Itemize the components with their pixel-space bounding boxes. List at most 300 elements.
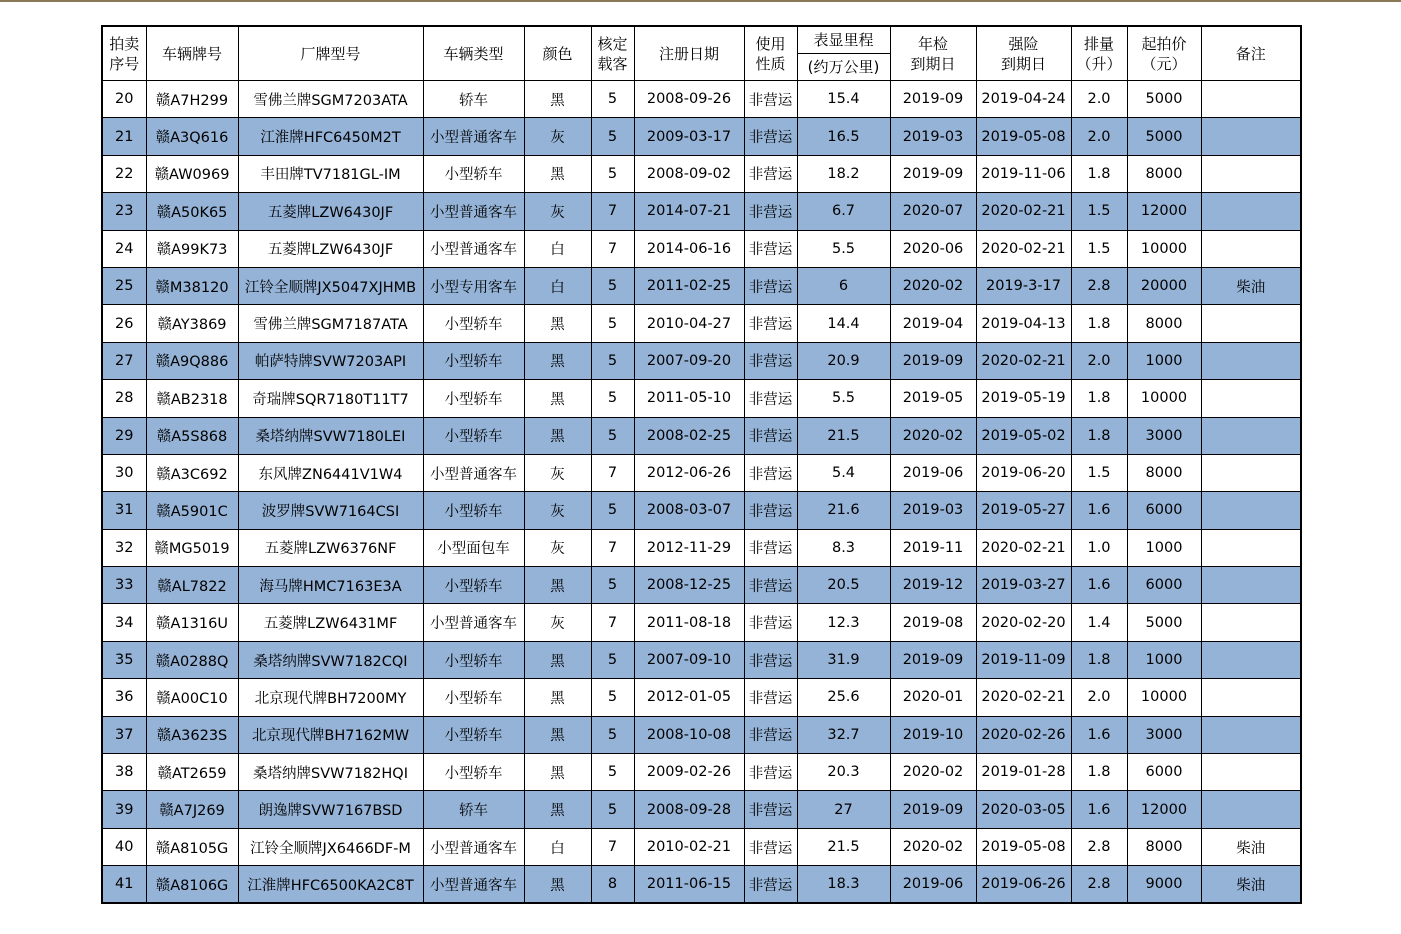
cell-mileage: 20.5 xyxy=(797,567,890,604)
cell-color: 黑 xyxy=(524,567,591,604)
cell-reg-date: 2011-08-18 xyxy=(634,604,744,641)
cell-mileage: 12.3 xyxy=(797,604,890,641)
cell-seq: 24 xyxy=(102,230,146,267)
header-remark: 备注 xyxy=(1201,26,1301,81)
cell-usage: 非营运 xyxy=(744,828,797,865)
cell-start-price: 12000 xyxy=(1127,791,1201,828)
header-reg-date: 注册日期 xyxy=(634,26,744,81)
cell-seats: 5 xyxy=(591,342,634,379)
cell-seats: 7 xyxy=(591,529,634,566)
cell-seq: 34 xyxy=(102,604,146,641)
cell-usage: 非营运 xyxy=(744,118,797,155)
cell-displacement: 1.8 xyxy=(1071,641,1127,678)
cell-mileage: 21.5 xyxy=(797,417,890,454)
cell-usage: 非营运 xyxy=(744,492,797,529)
cell-reg-date: 2008-03-07 xyxy=(634,492,744,529)
cell-inspect: 2020-02 xyxy=(890,417,976,454)
cell-model: 五菱牌LZW6430JF xyxy=(238,230,423,267)
cell-type: 小型普通客车 xyxy=(423,230,524,267)
cell-plate: 赣A50K65 xyxy=(146,193,238,230)
cell-mileage: 25.6 xyxy=(797,679,890,716)
cell-usage: 非营运 xyxy=(744,267,797,304)
cell-usage: 非营运 xyxy=(744,604,797,641)
cell-seats: 7 xyxy=(591,230,634,267)
cell-start-price: 8000 xyxy=(1127,454,1201,491)
cell-model: 江铃全顺牌JX6466DF-M xyxy=(238,828,423,865)
table-row xyxy=(102,567,1301,604)
cell-inspect: 2019-08 xyxy=(890,604,976,641)
cell-color: 白 xyxy=(524,828,591,865)
cell-model: 五菱牌LZW6431MF xyxy=(238,604,423,641)
cell-displacement: 1.6 xyxy=(1071,791,1127,828)
cell-inspect: 2019-09 xyxy=(890,641,976,678)
cell-remark xyxy=(1201,716,1301,753)
cell-plate: 赣A00C10 xyxy=(146,679,238,716)
cell-plate: 赣A1316U xyxy=(146,604,238,641)
cell-inspect: 2019-09 xyxy=(890,81,976,118)
cell-seats: 7 xyxy=(591,454,634,491)
cell-insure: 2020-02-21 xyxy=(976,529,1071,566)
cell-remark xyxy=(1201,380,1301,417)
cell-start-price: 6000 xyxy=(1127,754,1201,791)
cell-displacement: 1.5 xyxy=(1071,454,1127,491)
cell-color: 黑 xyxy=(524,754,591,791)
cell-start-price: 5000 xyxy=(1127,604,1201,641)
cell-type: 小型普通客车 xyxy=(423,193,524,230)
cell-usage: 非营运 xyxy=(744,454,797,491)
cell-type: 小型轿车 xyxy=(423,305,524,342)
cell-start-price: 3000 xyxy=(1127,417,1201,454)
table-row xyxy=(102,866,1301,903)
cell-start-price: 10000 xyxy=(1127,679,1201,716)
cell-model: 雪佛兰牌SGM7203ATA xyxy=(238,81,423,118)
cell-seats: 8 xyxy=(591,866,634,903)
cell-model: 海马牌HMC7163E3A xyxy=(238,567,423,604)
cell-mileage: 16.5 xyxy=(797,118,890,155)
cell-start-price: 20000 xyxy=(1127,267,1201,304)
cell-type: 小型轿车 xyxy=(423,155,524,192)
vehicle-auction-table xyxy=(101,25,1302,904)
cell-plate: 赣A5S868 xyxy=(146,417,238,454)
header-mileage-unit: (约万公里) xyxy=(797,54,890,81)
cell-inspect: 2019-03 xyxy=(890,492,976,529)
cell-insure: 2019-05-08 xyxy=(976,118,1071,155)
cell-remark: 柴油 xyxy=(1201,267,1301,304)
cell-start-price: 10000 xyxy=(1127,230,1201,267)
cell-usage: 非营运 xyxy=(744,641,797,678)
header-displacement: 排量 （升） xyxy=(1071,26,1127,81)
cell-displacement: 2.0 xyxy=(1071,342,1127,379)
cell-type: 小型面包车 xyxy=(423,529,524,566)
cell-type: 小型轿车 xyxy=(423,679,524,716)
cell-type: 小型轿车 xyxy=(423,417,524,454)
cell-reg-date: 2007-09-20 xyxy=(634,342,744,379)
cell-plate: 赣A7J269 xyxy=(146,791,238,828)
cell-color: 灰 xyxy=(524,529,591,566)
cell-model: 江淮牌HFC6450M2T xyxy=(238,118,423,155)
table-row xyxy=(102,305,1301,342)
cell-color: 黑 xyxy=(524,417,591,454)
cell-plate: 赣AT2659 xyxy=(146,754,238,791)
cell-remark xyxy=(1201,604,1301,641)
cell-seq: 20 xyxy=(102,81,146,118)
cell-reg-date: 2008-09-26 xyxy=(634,81,744,118)
header-insure: 强险 到期日 xyxy=(976,26,1071,81)
header-inspect: 年检 到期日 xyxy=(890,26,976,81)
cell-inspect: 2019-10 xyxy=(890,716,976,753)
cell-displacement: 1.8 xyxy=(1071,417,1127,454)
cell-insure: 2020-02-21 xyxy=(976,679,1071,716)
cell-displacement: 1.4 xyxy=(1071,604,1127,641)
cell-usage: 非营运 xyxy=(744,193,797,230)
cell-displacement: 2.8 xyxy=(1071,866,1127,903)
cell-usage: 非营运 xyxy=(744,81,797,118)
cell-seats: 5 xyxy=(591,380,634,417)
table-row xyxy=(102,529,1301,566)
table-row xyxy=(102,193,1301,230)
cell-seats: 5 xyxy=(591,679,634,716)
cell-usage: 非营运 xyxy=(744,305,797,342)
cell-plate: 赣A7H299 xyxy=(146,81,238,118)
cell-usage: 非营运 xyxy=(744,754,797,791)
cell-start-price: 1000 xyxy=(1127,342,1201,379)
cell-type: 小型普通客车 xyxy=(423,866,524,903)
cell-insure: 2019-03-27 xyxy=(976,567,1071,604)
cell-color: 白 xyxy=(524,230,591,267)
cell-seq: 37 xyxy=(102,716,146,753)
cell-inspect: 2020-06 xyxy=(890,230,976,267)
table-row xyxy=(102,754,1301,791)
cell-insure: 2020-02-21 xyxy=(976,230,1071,267)
cell-inspect: 2020-02 xyxy=(890,267,976,304)
cell-model: 帕萨特牌SVW7203API xyxy=(238,342,423,379)
cell-model: 朗逸牌SVW7167BSD xyxy=(238,791,423,828)
cell-seats: 7 xyxy=(591,193,634,230)
cell-remark xyxy=(1201,155,1301,192)
cell-inspect: 2019-09 xyxy=(890,155,976,192)
cell-model: 奇瑞牌SQR7180T11T7 xyxy=(238,380,423,417)
cell-displacement: 1.6 xyxy=(1071,492,1127,529)
cell-remark xyxy=(1201,81,1301,118)
header-mileage: 表显里程 xyxy=(797,26,890,54)
cell-model: 丰田牌TV7181GL-IM xyxy=(238,155,423,192)
cell-reg-date: 2011-05-10 xyxy=(634,380,744,417)
cell-inspect: 2020-01 xyxy=(890,679,976,716)
table-row xyxy=(102,342,1301,379)
cell-displacement: 2.8 xyxy=(1071,828,1127,865)
cell-seats: 5 xyxy=(591,492,634,529)
cell-model: 雪佛兰牌SGM7187ATA xyxy=(238,305,423,342)
cell-usage: 非营运 xyxy=(744,716,797,753)
cell-seats: 5 xyxy=(591,641,634,678)
cell-remark xyxy=(1201,679,1301,716)
cell-reg-date: 2009-02-26 xyxy=(634,754,744,791)
cell-model: 北京现代牌BH7200MY xyxy=(238,679,423,716)
cell-remark xyxy=(1201,454,1301,491)
cell-mileage: 6 xyxy=(797,267,890,304)
cell-start-price: 12000 xyxy=(1127,193,1201,230)
table-header xyxy=(102,26,1301,81)
cell-color: 黑 xyxy=(524,81,591,118)
cell-start-price: 6000 xyxy=(1127,567,1201,604)
table-row xyxy=(102,716,1301,753)
cell-mileage: 20.9 xyxy=(797,342,890,379)
cell-inspect: 2019-12 xyxy=(890,567,976,604)
header-start-price: 起拍价 （元） xyxy=(1127,26,1201,81)
cell-displacement: 1.8 xyxy=(1071,754,1127,791)
cell-seq: 38 xyxy=(102,754,146,791)
cell-reg-date: 2009-03-17 xyxy=(634,118,744,155)
cell-insure: 2020-02-26 xyxy=(976,716,1071,753)
cell-mileage: 32.7 xyxy=(797,716,890,753)
table-row xyxy=(102,118,1301,155)
cell-color: 灰 xyxy=(524,118,591,155)
cell-remark xyxy=(1201,118,1301,155)
cell-type: 小型轿车 xyxy=(423,342,524,379)
cell-seats: 5 xyxy=(591,716,634,753)
cell-type: 小型轿车 xyxy=(423,716,524,753)
cell-start-price: 8000 xyxy=(1127,155,1201,192)
cell-color: 黑 xyxy=(524,716,591,753)
cell-inspect: 2019-11 xyxy=(890,529,976,566)
top-rule xyxy=(0,0,1401,2)
cell-color: 黑 xyxy=(524,342,591,379)
cell-seq: 30 xyxy=(102,454,146,491)
cell-mileage: 15.4 xyxy=(797,81,890,118)
cell-displacement: 2.0 xyxy=(1071,679,1127,716)
table-row xyxy=(102,267,1301,304)
cell-start-price: 8000 xyxy=(1127,828,1201,865)
cell-model: 五菱牌LZW6430JF xyxy=(238,193,423,230)
cell-mileage: 27 xyxy=(797,791,890,828)
cell-plate: 赣A3623S xyxy=(146,716,238,753)
cell-insure: 2020-03-05 xyxy=(976,791,1071,828)
cell-reg-date: 2008-09-02 xyxy=(634,155,744,192)
cell-seq: 28 xyxy=(102,380,146,417)
cell-seats: 5 xyxy=(591,267,634,304)
cell-plate: 赣MG5019 xyxy=(146,529,238,566)
cell-remark xyxy=(1201,754,1301,791)
cell-insure: 2019-04-13 xyxy=(976,305,1071,342)
cell-start-price: 9000 xyxy=(1127,866,1201,903)
cell-reg-date: 2008-02-25 xyxy=(634,417,744,454)
cell-seq: 41 xyxy=(102,866,146,903)
header-usage: 使用 性质 xyxy=(744,26,797,81)
cell-usage: 非营运 xyxy=(744,791,797,828)
cell-seats: 7 xyxy=(591,604,634,641)
cell-usage: 非营运 xyxy=(744,567,797,604)
cell-seq: 23 xyxy=(102,193,146,230)
cell-seats: 5 xyxy=(591,417,634,454)
cell-reg-date: 2010-02-21 xyxy=(634,828,744,865)
cell-start-price: 5000 xyxy=(1127,118,1201,155)
header-model: 厂牌型号 xyxy=(238,26,423,81)
cell-type: 小型轿车 xyxy=(423,641,524,678)
cell-type: 小型普通客车 xyxy=(423,454,524,491)
table-row xyxy=(102,155,1301,192)
cell-inspect: 2020-02 xyxy=(890,754,976,791)
cell-type: 小型轿车 xyxy=(423,567,524,604)
cell-start-price: 6000 xyxy=(1127,492,1201,529)
cell-mileage: 18.2 xyxy=(797,155,890,192)
cell-insure: 2019-06-26 xyxy=(976,866,1071,903)
cell-start-price: 10000 xyxy=(1127,380,1201,417)
cell-model: 北京现代牌BH7162MW xyxy=(238,716,423,753)
cell-insure: 2019-3-17 xyxy=(976,267,1071,304)
cell-mileage: 6.7 xyxy=(797,193,890,230)
cell-color: 灰 xyxy=(524,454,591,491)
cell-inspect: 2019-03 xyxy=(890,118,976,155)
cell-remark xyxy=(1201,567,1301,604)
cell-remark xyxy=(1201,492,1301,529)
cell-reg-date: 2012-06-26 xyxy=(634,454,744,491)
cell-plate: 赣AL7822 xyxy=(146,567,238,604)
cell-remark xyxy=(1201,193,1301,230)
cell-color: 黑 xyxy=(524,155,591,192)
cell-usage: 非营运 xyxy=(744,679,797,716)
cell-displacement: 1.5 xyxy=(1071,193,1127,230)
cell-insure: 2019-06-20 xyxy=(976,454,1071,491)
cell-usage: 非营运 xyxy=(744,380,797,417)
cell-start-price: 1000 xyxy=(1127,529,1201,566)
cell-inspect: 2020-02 xyxy=(890,828,976,865)
cell-color: 黑 xyxy=(524,791,591,828)
cell-mileage: 8.3 xyxy=(797,529,890,566)
cell-displacement: 2.0 xyxy=(1071,81,1127,118)
header-type: 车辆类型 xyxy=(423,26,524,81)
cell-displacement: 2.8 xyxy=(1071,267,1127,304)
cell-plate: 赣A8106G xyxy=(146,866,238,903)
table-row xyxy=(102,604,1301,641)
cell-color: 黑 xyxy=(524,380,591,417)
cell-usage: 非营运 xyxy=(744,230,797,267)
cell-remark xyxy=(1201,791,1301,828)
cell-insure: 2019-05-27 xyxy=(976,492,1071,529)
cell-remark xyxy=(1201,305,1301,342)
cell-type: 小型轿车 xyxy=(423,380,524,417)
cell-model: 江淮牌HFC6500KA2C8T xyxy=(238,866,423,903)
cell-mileage: 5.4 xyxy=(797,454,890,491)
cell-insure: 2019-01-28 xyxy=(976,754,1071,791)
cell-start-price: 8000 xyxy=(1127,305,1201,342)
cell-reg-date: 2007-09-10 xyxy=(634,641,744,678)
table-row xyxy=(102,380,1301,417)
cell-insure: 2020-02-21 xyxy=(976,342,1071,379)
cell-type: 小型轿车 xyxy=(423,754,524,791)
cell-remark xyxy=(1201,342,1301,379)
table-row xyxy=(102,417,1301,454)
cell-seq: 32 xyxy=(102,529,146,566)
cell-model: 东风牌ZN6441V1W4 xyxy=(238,454,423,491)
cell-reg-date: 2014-06-16 xyxy=(634,230,744,267)
cell-plate: 赣A99K73 xyxy=(146,230,238,267)
header-color: 颜色 xyxy=(524,26,591,81)
cell-model: 波罗牌SVW7164CSI xyxy=(238,492,423,529)
cell-insure: 2019-04-24 xyxy=(976,81,1071,118)
table-row xyxy=(102,230,1301,267)
cell-seq: 35 xyxy=(102,641,146,678)
cell-seq: 22 xyxy=(102,155,146,192)
cell-inspect: 2019-06 xyxy=(890,866,976,903)
table-row xyxy=(102,81,1301,118)
cell-displacement: 1.6 xyxy=(1071,716,1127,753)
cell-reg-date: 2012-11-29 xyxy=(634,529,744,566)
cell-start-price: 3000 xyxy=(1127,716,1201,753)
cell-plate: 赣A9Q886 xyxy=(146,342,238,379)
cell-type: 小型普通客车 xyxy=(423,828,524,865)
cell-insure: 2019-11-09 xyxy=(976,641,1071,678)
cell-reg-date: 2008-12-25 xyxy=(634,567,744,604)
table-row xyxy=(102,454,1301,491)
cell-seq: 27 xyxy=(102,342,146,379)
cell-insure: 2019-11-06 xyxy=(976,155,1071,192)
cell-mileage: 21.6 xyxy=(797,492,890,529)
cell-plate: 赣M38120 xyxy=(146,267,238,304)
cell-inspect: 2019-04 xyxy=(890,305,976,342)
cell-remark xyxy=(1201,641,1301,678)
cell-type: 轿车 xyxy=(423,791,524,828)
cell-reg-date: 2010-04-27 xyxy=(634,305,744,342)
cell-color: 灰 xyxy=(524,604,591,641)
cell-displacement: 1.8 xyxy=(1071,305,1127,342)
cell-inspect: 2020-07 xyxy=(890,193,976,230)
cell-seq: 26 xyxy=(102,305,146,342)
cell-seats: 5 xyxy=(591,791,634,828)
cell-displacement: 2.0 xyxy=(1071,118,1127,155)
cell-mileage: 5.5 xyxy=(797,230,890,267)
table-body xyxy=(102,81,1301,904)
header-seq: 拍卖 序号 xyxy=(102,26,146,81)
cell-seq: 36 xyxy=(102,679,146,716)
cell-type: 小型专用客车 xyxy=(423,267,524,304)
cell-seats: 5 xyxy=(591,754,634,791)
cell-model: 桑塔纳牌SVW7182CQI xyxy=(238,641,423,678)
cell-color: 黑 xyxy=(524,866,591,903)
cell-inspect: 2019-09 xyxy=(890,342,976,379)
cell-plate: 赣A0288Q xyxy=(146,641,238,678)
cell-displacement: 1.0 xyxy=(1071,529,1127,566)
cell-seq: 33 xyxy=(102,567,146,604)
cell-displacement: 1.6 xyxy=(1071,567,1127,604)
table-row xyxy=(102,492,1301,529)
table-row xyxy=(102,791,1301,828)
cell-start-price: 1000 xyxy=(1127,641,1201,678)
cell-seq: 21 xyxy=(102,118,146,155)
cell-seats: 5 xyxy=(591,118,634,155)
cell-inspect: 2019-05 xyxy=(890,380,976,417)
cell-plate: 赣A5901C xyxy=(146,492,238,529)
cell-seats: 5 xyxy=(591,305,634,342)
cell-color: 白 xyxy=(524,267,591,304)
cell-type: 小型普通客车 xyxy=(423,118,524,155)
cell-insure: 2019-05-08 xyxy=(976,828,1071,865)
cell-displacement: 1.5 xyxy=(1071,230,1127,267)
cell-color: 黑 xyxy=(524,641,591,678)
cell-seats: 7 xyxy=(591,828,634,865)
header-plate: 车辆牌号 xyxy=(146,26,238,81)
cell-remark: 柴油 xyxy=(1201,828,1301,865)
cell-usage: 非营运 xyxy=(744,529,797,566)
cell-usage: 非营运 xyxy=(744,866,797,903)
cell-plate: 赣A3Q616 xyxy=(146,118,238,155)
cell-model: 江铃全顺牌JX5047XJHMB xyxy=(238,267,423,304)
cell-remark xyxy=(1201,529,1301,566)
cell-mileage: 21.5 xyxy=(797,828,890,865)
cell-type: 小型普通客车 xyxy=(423,604,524,641)
cell-plate: 赣A3C692 xyxy=(146,454,238,491)
cell-usage: 非营运 xyxy=(744,417,797,454)
table-row xyxy=(102,641,1301,678)
